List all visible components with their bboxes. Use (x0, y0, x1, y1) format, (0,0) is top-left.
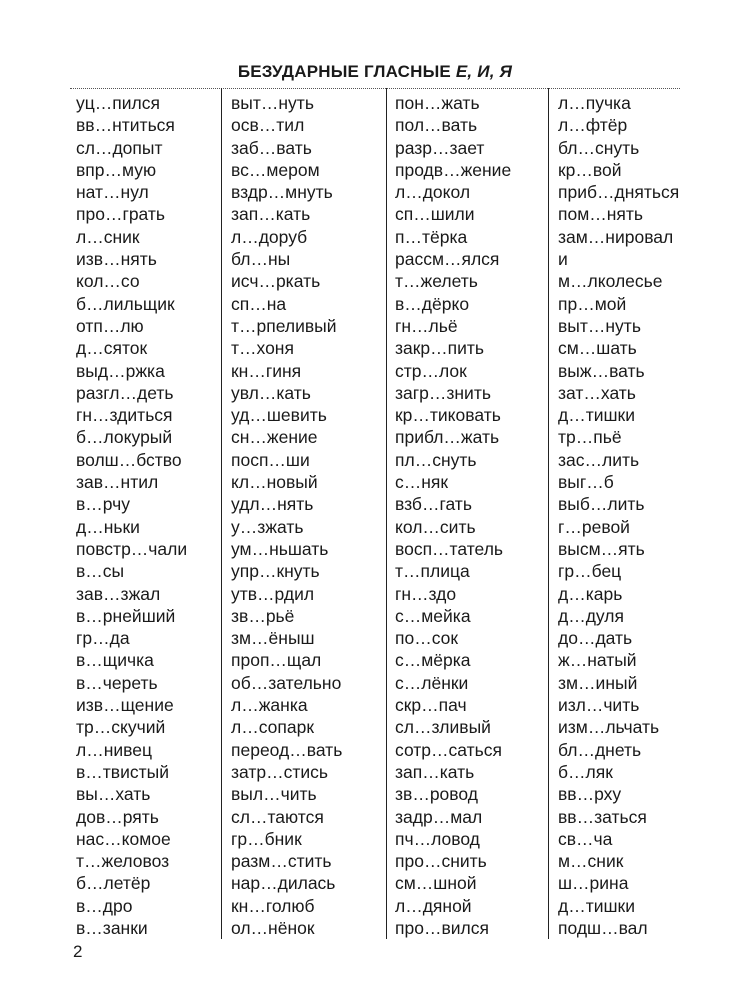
word-item: кол…сить (395, 516, 476, 537)
word-item: выл…чить (231, 784, 317, 805)
word-item: л…жанка (231, 695, 308, 716)
word-item: д…сяток (76, 338, 148, 359)
word-item: прибл…жать (395, 427, 500, 448)
word-item: выт…нуть (231, 93, 314, 113)
word-item: б…ляк (558, 761, 613, 782)
word-item: гн…льё (395, 315, 458, 336)
word-item: в…дро (76, 895, 133, 916)
word-item: ол…нёнок (231, 917, 315, 938)
word-item: утв…рдил (231, 583, 315, 604)
word-item: д…ньки (76, 516, 140, 537)
word-item: зап…кать (231, 204, 311, 225)
word-item: б…лильщик (76, 293, 175, 314)
word-item: гн…здиться (76, 405, 173, 426)
word-item: вв…нтиться (76, 115, 175, 136)
word-item: гн…здо (395, 583, 457, 604)
word-item: т…плица (395, 561, 470, 582)
word-item: высм…ять (558, 538, 645, 559)
word-item: выд…ржка (76, 360, 165, 381)
word-item: с…мейка (395, 605, 471, 626)
word-item: вв…рху (558, 784, 622, 805)
word-item: см…шать (558, 338, 637, 359)
word-item: д…тишки (558, 405, 635, 426)
word-item: в…твистый (76, 761, 170, 782)
heading-main: БЕЗУДАРНЫЕ ГЛАСНЫЕ (237, 62, 456, 81)
word-item: в…занки (76, 917, 148, 938)
word-item: с…мёрка (395, 650, 471, 671)
word-item: сп…шили (395, 204, 475, 225)
word-item: вздр…мнуть (231, 182, 333, 203)
word-item: увл…кать (231, 382, 311, 403)
word-item: разгл…деть (76, 382, 174, 403)
word-item: вы…хать (76, 784, 151, 805)
word-item: гр…бец (558, 561, 622, 582)
word-item: м…сник (558, 851, 624, 872)
word-item: выб…лить (558, 494, 645, 515)
word-item: в…череть (76, 672, 158, 693)
word-item: подш…вал (558, 917, 648, 938)
word-item: сл…таются (231, 806, 324, 827)
word-item: выг…б (558, 472, 614, 493)
word-item: д…дуля (558, 605, 624, 626)
word-item: до…дать (558, 628, 633, 649)
word-item: рассм…ялся (395, 249, 500, 270)
word-item: т…желовоз (76, 851, 170, 872)
word-item: дов…рять (76, 806, 159, 827)
word-item: пч…ловод (395, 828, 480, 849)
word-item: загр…знить (395, 382, 491, 403)
word-item: кол…со (76, 271, 140, 292)
word-item: проп…щал (231, 650, 322, 671)
word-item: п…тёрка (395, 226, 468, 247)
word-item: затр…стись (231, 761, 329, 782)
word-item: л…пучка (558, 93, 631, 113)
word-item: зав…нтил (76, 472, 159, 493)
word-item: взб…гать (395, 494, 472, 515)
word-item: ум…ньшать (231, 538, 329, 559)
word-item: выт…нуть (558, 315, 641, 336)
word-item: тр…скучий (76, 717, 166, 738)
word-item: вв…заться (558, 806, 647, 827)
page-number: 2 (73, 942, 83, 961)
word-item: про…вился (395, 917, 489, 938)
word-item: кл…новый (231, 472, 318, 493)
word-item: зм…ёныш (231, 628, 315, 649)
word-item: отп…лю (76, 315, 144, 336)
page-heading (70, 62, 680, 82)
word-item: задр…мал (395, 806, 483, 827)
word-item: бл…снуть (558, 137, 640, 158)
word-item: пон…жать (395, 93, 480, 113)
word-item: кр…вой (558, 159, 622, 180)
word-item: пр…мой (558, 293, 627, 314)
word-item: т…рпеливый (231, 315, 337, 336)
word-item: гр…бник (231, 828, 302, 849)
word-columns (70, 88, 680, 938)
word-item: выж…вать (558, 360, 645, 381)
word-item: нар…дилась (231, 873, 336, 894)
word-item: изм…льчать (558, 717, 660, 738)
word-item: пом…нять (558, 204, 644, 225)
word-item: повстр…чали (76, 538, 188, 559)
word-item: разр…зает (395, 137, 485, 158)
word-item: м…лколесье (558, 271, 663, 292)
word-item: изв…нять (76, 249, 157, 270)
word-item: сн…жение (231, 427, 318, 448)
word-item: в…дёрко (395, 293, 470, 314)
word-item: закр…пить (395, 338, 485, 359)
word-item: с…лёнки (395, 672, 469, 693)
word-item: про…снить (395, 851, 487, 872)
word-item: упр…кнуть (231, 561, 320, 582)
word-item: про…грать (76, 204, 166, 225)
word-item: зап…кать (395, 761, 475, 782)
word-column-4 (548, 88, 680, 939)
word-item: св…ча (558, 828, 613, 849)
word-item: л…фтёр (558, 115, 628, 136)
heading-letters: Е, И, Я (455, 62, 513, 81)
word-item: кн…гиня (231, 360, 302, 381)
word-item: сл…зливый (395, 717, 491, 738)
word-item: зас…лить (558, 449, 640, 470)
word-item: гр…да (76, 628, 130, 649)
word-item: л…дяной (395, 895, 472, 916)
word-column-1 (70, 88, 221, 939)
word-item: заб…вать (231, 137, 312, 158)
word-item: по…сок (395, 628, 459, 649)
word-item: зам…нировал (558, 226, 674, 247)
word-item: пол…вать (395, 115, 478, 136)
word-item: в…сы (76, 561, 125, 582)
word-item: бл…ны (231, 249, 291, 270)
word-item: зат…хать (558, 382, 636, 403)
word-item: зм…иный (558, 672, 638, 693)
word-item: пл…снуть (395, 449, 477, 470)
word-item: д…карь (558, 583, 623, 604)
word-item: т…желеть (395, 271, 478, 292)
word-item: нат…нул (76, 182, 149, 203)
word-item: переод…вать (231, 739, 343, 760)
word-item: л…доруб (231, 226, 308, 247)
word-item: г…ревой (558, 516, 630, 537)
word-item: сп…на (231, 293, 287, 314)
word-item: удл…нять (231, 494, 314, 515)
word-item: бл…днеть (558, 739, 642, 760)
word-item: кн…голюб (231, 895, 315, 916)
word-column-2 (221, 88, 386, 939)
word-item: стр…лок (395, 360, 467, 381)
word-item: ш…рина (558, 873, 629, 894)
word-item: зв…рьё (231, 605, 295, 626)
word-item: б…локурый (76, 427, 173, 448)
word-item: в…рнейший (76, 605, 176, 626)
word-item: уд…шевить (231, 405, 327, 426)
word-item: у…зжать (231, 516, 304, 537)
word-item: сл…допыт (76, 137, 163, 158)
word-item: сотр…саться (395, 739, 502, 760)
word-item: изл…чить (558, 695, 640, 716)
word-item: л…сопарк (231, 717, 314, 738)
word-item: б…летёр (76, 873, 151, 894)
word-item: кр…тиковать (395, 405, 501, 426)
word-item: зав…зжал (76, 583, 161, 604)
word-column-3 (386, 88, 548, 939)
word-item: л…нивец (76, 739, 153, 760)
word-item: т…хоня (231, 338, 294, 359)
word-item: скр…пач (395, 695, 467, 716)
word-item: тр…пьё (558, 427, 622, 448)
word-item: волш…бство (76, 449, 182, 470)
word-item: об…зательно (231, 672, 342, 693)
word-item: вс…мером (231, 159, 320, 180)
word-item: изв…щение (76, 695, 174, 716)
word-item: осв…тил (231, 115, 305, 136)
word-item: впр…мую (76, 159, 157, 180)
word-item: л…докол (395, 182, 471, 203)
word-item: исч…ркать (231, 271, 321, 292)
word-item: ж…натый (558, 650, 637, 671)
word-item: нас…комое (76, 828, 171, 849)
word-item: см…шной (395, 873, 477, 894)
word-item: приб…дняться (558, 182, 680, 203)
word-item: в…щичка (76, 650, 154, 671)
word-item: уц…пился (76, 93, 160, 113)
word-item: продв…жение (395, 159, 512, 180)
word-item: с…няк (395, 472, 449, 493)
word-item: д…тишки (558, 895, 635, 916)
word-item: разм…стить (231, 851, 332, 872)
word-item: в…рчу (76, 494, 131, 515)
word-item: посп…ши (231, 449, 310, 470)
word-item: зв…ровод (395, 784, 478, 805)
word-item: л…сник (76, 226, 140, 247)
word-item: и (558, 249, 568, 270)
word-item: восп…татель (395, 538, 504, 559)
